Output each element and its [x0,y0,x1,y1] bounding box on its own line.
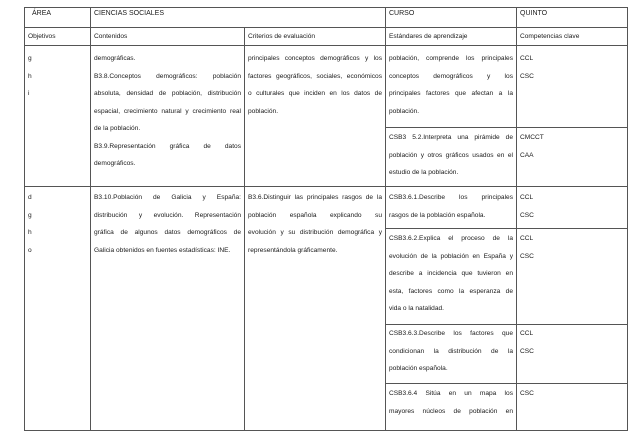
competencia-code: CMCCT [520,134,544,141]
competencia-code: CSC [520,72,534,80]
standard-line: CSB3.6.1.Describe los principales [389,194,513,201]
objetivo-item: g [28,55,32,62]
row1-competencias-b [520,129,620,164]
content-line: absoluta, densidad de población, distribución [94,90,241,97]
objetivo-item: d [28,194,32,201]
course-value: QUINTO [520,10,548,17]
row1-competencias-a [520,50,620,85]
objetivo-item: h [28,72,32,80]
standard-line: población. [389,107,420,115]
row1-objetivos [28,50,88,103]
col-header-criterios: Criterios de evaluación [248,33,316,40]
course-label: CURSO [389,10,415,17]
criterio-line: o culturales que inciden en los datos de [248,90,382,97]
row1-standard-b [389,129,513,182]
competencia-code: CSC [520,347,534,355]
content-line: espacial, crecimiento natural y crecimiento real [94,107,241,115]
criterio-line: factores geográficos, sociales, económicos [248,72,382,80]
standard-line: estudio de la población. [389,169,459,176]
content-line: B3.8.Conceptos demográficos: población [94,72,241,80]
standard-line: CSB3.6.2.Explica el proceso de la [389,235,513,242]
criterio-line: evolución y su distribución demográfica y [248,229,382,236]
row2-contenidos [94,189,241,259]
content-line: Galicia obtenidos en fuentes estadísticas: INE. [94,246,231,254]
objetivo-item: h [28,229,32,236]
standard-line: esta, factores como la esperanza de [389,287,513,295]
criterio-line: representándola gráficamente. [248,246,338,254]
criterio-line: B3.6.Distinguir las principales rasgos de la [248,194,382,201]
row2-standard-2 [389,230,513,318]
content-line: demográficos. [94,160,136,167]
standard-line: CSB3.6.4 Sitúa en un mapa los [389,390,513,397]
content-line: B3.9.Representación gráfica de datos [94,142,241,150]
row2-competencias-2 [520,230,620,265]
content-line: gráfica de algunos datos demográficos de [94,229,241,236]
standard-line: población española. [389,365,448,372]
row2-standard-4 [389,385,513,420]
standard-line: principales factores que afectan a la [389,90,513,97]
row1-criterios [248,50,382,120]
row2-competencias-3 [520,325,620,360]
row2-competencias-4 [520,385,620,403]
standard-line: CSB3 5.2.Interpreta una pirámide de [389,134,513,141]
area-label: ÁREA [32,10,52,17]
col-header-estandares: Estándares de aprendizaje [389,33,468,40]
standard-line: rasgos de la población española. [389,211,486,219]
content-line: de la población. [94,125,141,132]
row2-standard-3 [389,325,513,378]
content-line: demográficas. [94,55,136,62]
competencia-code: CCL [520,330,534,337]
row2-competencias-1 [520,189,620,224]
col-header-competencias: Competencias clave [520,33,580,40]
standard-line: conceptos demográficos y los [389,72,513,80]
content-line: B3.10.Población de Galicia y España: [94,194,241,201]
standard-line: condicionan la distribución de la [389,347,513,355]
objetivo-item: i [28,90,30,97]
criterio-line: población española explicando su [248,211,382,219]
subject-title: CIENCIAS SOCIALES [94,10,165,17]
competencia-code: CAA [520,151,534,159]
objetivo-item: o [28,246,32,254]
competencia-code: CSC [520,390,534,397]
row1-standard-a [389,50,513,120]
criterio-line: población. [248,107,279,115]
objetivo-item: g [28,211,32,219]
standard-line: población, comprende los principales [389,55,513,62]
standard-line: mayores núcleos de población en [389,407,513,415]
row2-objetivos [28,189,88,259]
standard-line: CSB3.6.3.Describe los factores que [389,330,513,337]
row1-contenidos [94,50,241,173]
competencia-code: CCL [520,194,534,201]
col-header-objetivos: Objetivos [28,33,56,40]
competencia-code: CSC [520,252,534,260]
col-header-contenidos: Contenidos [94,33,128,40]
competencia-code: CSC [520,211,534,219]
row2-criterios [248,189,382,259]
standard-line: evolución de la población en España y [389,252,513,260]
criterio-line: principales conceptos demográficos y los [248,55,382,62]
content-line: distribución y evolución. Representación [94,211,241,219]
standard-line: vida o la natalidad. [389,305,444,312]
competencia-code: CCL [520,55,534,62]
row2-standard-1 [389,189,513,224]
competencia-code: CCL [520,235,534,242]
standard-line: describe a incidencia que tuvieron en [389,270,513,277]
standard-line: población y otros gráficos usados en el [389,151,513,159]
